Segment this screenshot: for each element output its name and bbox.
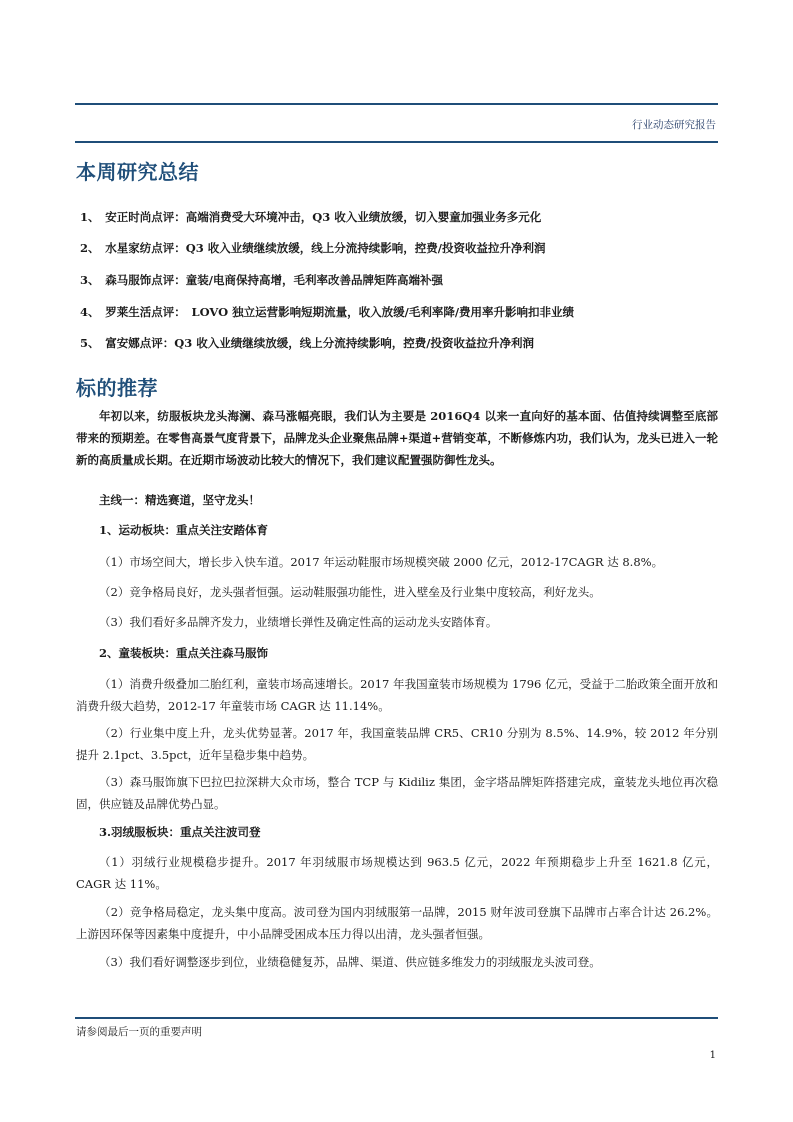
mainline-heading: 主线一：精选赛道，坚守龙头！ [99,493,260,507]
kidswear-point-3: （3）森马服饰旗下巴拉巴拉深耕大众市场，整合 TCP 与 Kidiliz 集团，金字塔品牌矩阵搭建完成，童装龙头地位再次稳固，供应链及品牌优势凸显。 [76,775,718,811]
subsection-title-downwear: 3.羽绒服板块：重点关注波司登 [99,825,261,839]
section-title-weekly-summary: 本周研究总结 [76,160,199,184]
downwear-point-1: （1）羽绒行业规模稳步提升。2017 年羽绒服市场规模达到 963.5 亿元，2022 年预期稳步上升至 1621.8 亿元，CAGR 达 11%。 [76,855,718,891]
kidswear-point-2: （2）行业集中度上升，龙头优势显著。2017 年，我国童装品牌 CR5、CR10 分别为 8.5%、14.9%，较 2012 年分别提升 2.1pct、3.5pct，近年呈稳步集中趋势。 [76,726,718,762]
kidswear-point-1: （1）消费升级叠加二胎红利，童装市场高速增长。2017 年我国童装市场规模为 1796 亿元，受益于二胎政策全面开放和消费升级大趋势，2012-17 年童装市场 CAGR 达 11.14%。 [76,677,718,713]
summary-item-3: 3、 森马服饰点评：童装/电商保持高增，毛利率改善品牌矩阵高端补强 [80,273,443,287]
subsection-title-kidswear: 2、童装板块：重点关注森马服饰 [99,646,268,660]
header-bottom-rule [75,141,718,143]
summary-item-2: 2、 水星家纺点评：Q3 收入业绩继续放缓，线上分流持续影响，控费/投资收益拉升净利润 [80,241,546,255]
summary-item-5: 5、 富安娜点评：Q3 收入业绩继续放缓，线上分流持续影响，控费/投资收益拉升净利润 [80,336,534,350]
downwear-point-3: （3）我们看好调整逐步到位，业绩稳健复苏，品牌、渠道、供应链多维发力的羽绒服龙头波司登。 [99,955,601,969]
report-type-label: 行业动态研究报告 [632,119,716,131]
header-top-rule [75,103,718,105]
intro-paragraph: 年初以来，纺服板块龙头海澜、森马涨幅亮眼，我们认为主要是 2016Q4 以来一直向好的基本面、估值持续调整至底部带来的预期差。在零售高景气度背景下，品牌龙头企业聚焦品牌+渠道+营销变革，不断修炼内功，我们认为，龙头已进入一轮新的高质量成长期。在近期市场波动比较大的情况下，我们建议配置强防御性龙头。 [76,409,718,467]
sports-point-2: （2）竞争格局良好，龙头强者恒强。运动鞋服强功能性，进入壁垒及行业集中度较高，利好龙头。 [99,585,601,599]
footer-rule [75,1017,718,1019]
summary-item-1: 1、 安正时尚点评：高端消费受大环境冲击，Q3 收入业绩放缓，切入婴童加强业务多元化 [80,210,542,224]
page-number: 1 [709,1050,716,1061]
summary-item-4: 4、 罗莱生活点评： LOVO 独立运营影响短期流量，收入放缓/毛利率降/费用率升影响扣非业绩 [80,305,575,319]
sports-point-1: （1）市场空间大，增长步入快车道。2017 年运动鞋服市场规模突破 2000 亿元，2012-17CAGR 达 8.8%。 [99,555,664,569]
disclaimer-note: 请参阅最后一页的重要声明 [76,1026,202,1038]
downwear-point-2: （2）竞争格局稳定，龙头集中度高。波司登为国内羽绒服第一品牌，2015 财年波司登旗下品牌市占率合计达 26.2%。上游因环保等因素集中度提升，中小品牌受困成本压力得以出清，龙头强者恒强。 [76,905,718,941]
sports-point-3: （3）我们看好多品牌齐发力，业绩增长弹性及确定性高的运动龙头安踏体育。 [99,615,498,629]
subsection-title-sports: 1、运动板块：重点关注安踏体育 [99,523,268,537]
section-title-recommendations: 标的推荐 [76,376,158,400]
